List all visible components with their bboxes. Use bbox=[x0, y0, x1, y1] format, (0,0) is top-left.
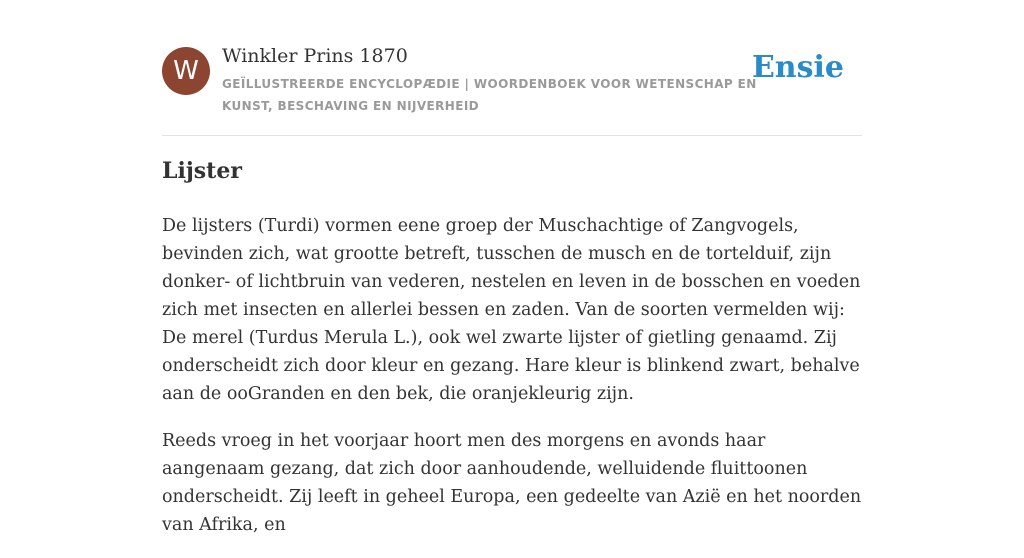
article-paragraph: De lijsters (Turdi) vormen eene groep der Muschachtige of Zangvogels, bevinden zich, wat grootte betreft, tusschen de musch en de tortelduif, zijn donker- of lichtbruin van vederen, nestelen en leven in de bosschen en voeden zich met insecten en allerlei bessen en zaden. Van de soorten vermelden wij: De merel (Turdus Merula L.), ook wel zwarte lijster of gietling genaamd. Zij onderscheidt zich door kleur en gezang. Hare kleur is blinkend zwart, behalve aan de ooGranden en den bek, die oranjekleurig zijn. bbox=[162, 216, 861, 404]
article-title: Lijster bbox=[162, 158, 242, 184]
header-divider bbox=[162, 135, 862, 136]
source-title[interactable]: Winkler Prins 1870 bbox=[222, 45, 408, 67]
source-header bbox=[162, 44, 862, 120]
ensie-logo[interactable]: Ensie bbox=[751, 50, 844, 85]
avatar[interactable]: W bbox=[162, 47, 210, 95]
article-paragraph: Reeds vroeg in het voorjaar hoort men des morgens en avonds haar aangenaam gezang, dat zich door aanhoudende, welluidende fluittoonen onderscheidt. Zij leeft in geheel Europa, een gedeelte van Azië en het noorden van Afrika, en bbox=[162, 431, 862, 535]
article-body bbox=[162, 212, 862, 558]
source-subtitle: GEÏLLUSTREERDE ENCYCLOPÆDIE | WOORDENBOEK VOOR WETENSCHAP EN KUNST, BESCHAVING EN NIJVERHEID bbox=[222, 77, 757, 113]
